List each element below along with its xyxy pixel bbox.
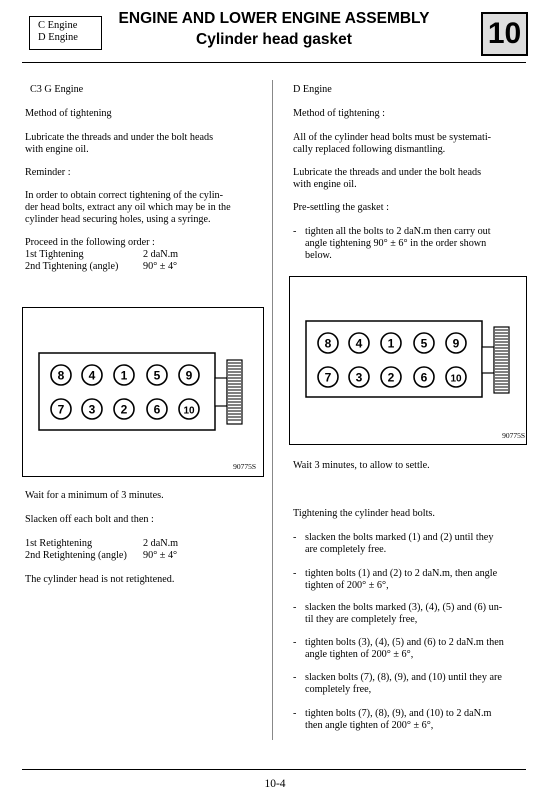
left-figure-label: 90775S — [233, 462, 256, 471]
tightening-bolts-heading: Tightening the cylinder head bolts. — [293, 508, 435, 519]
page-number: 10-4 — [264, 778, 286, 790]
wait-settle: Wait 3 minutes, to allow to settle. — [293, 460, 430, 471]
engine-line-d: D Engine — [38, 32, 78, 43]
presettle-heading: Pre-settling the gasket : — [293, 202, 389, 213]
bolt-number: 7 — [57, 402, 65, 417]
retightening-row-2: 2nd Retightening (angle) 90° ± 4° — [25, 550, 178, 561]
page-subtitle: Cylinder head gasket — [196, 31, 352, 48]
bolt-number: 8 — [57, 368, 65, 383]
bolt-number: 8 — [324, 336, 332, 351]
tightening-step: - slacken the bolts marked (1) and (2) until they are completely free. — [293, 532, 494, 555]
bolt-number: 2 — [387, 370, 395, 385]
engine-type-box — [29, 16, 102, 50]
right-lubricate-text: Lubricate the threads and under the bolt heads with engine oil. — [293, 167, 482, 190]
engine-line-c: C Engine — [38, 20, 78, 31]
right-engine-heading: D Engine — [293, 84, 332, 95]
tightening-step: - tighten bolts (7), (8), (9), and (10) to 2 daN.m then angle tighten of 200° ± 6°, — [293, 708, 492, 731]
slacken-text: Slacken off each bolt and then : — [25, 514, 154, 525]
bolt-number: 5 — [420, 336, 428, 351]
cylinder-head-diagram-left — [23, 308, 263, 476]
bolt-number: 6 — [153, 402, 161, 417]
bolt-number: 3 — [88, 402, 96, 417]
tightening-step: - slacken the bolts marked (3), (4), (5) and (6) un- til they are completely free, — [293, 602, 503, 625]
page-title: ENGINE AND LOWER ENGINE ASSEMBLY — [118, 10, 430, 27]
bolt-number: 1 — [120, 368, 128, 383]
bolt-number: 3 — [355, 370, 363, 385]
bolt-number: 5 — [153, 368, 161, 383]
tightening-step: - tighten bolts (1) and (2) to 2 daN.m, then angle tighten of 200° ± 6°, — [293, 568, 498, 591]
reminder-heading: Reminder : — [25, 167, 71, 178]
cylinder-head-diagram-right — [290, 277, 526, 444]
reminder-text: In order to obtain correct tightening of the cylin- der head bolts, extract any oil which may be in the cylinder head securing holes, using a syringe. — [25, 190, 231, 225]
not-retightened-text: The cylinder head is not retightened. — [25, 574, 175, 585]
bolt-number: 10 — [183, 405, 195, 417]
replace-bolts-text: All of the cylinder head bolts must be systemati- cally replaced following dismantling. — [293, 132, 492, 155]
bolt-number: 10 — [450, 373, 462, 385]
bolt-number: 9 — [185, 368, 193, 383]
tightening-step: - slacken bolts (7), (8), (9), and (10) until they are completely free, — [293, 672, 502, 695]
right-figure-label: 90775S — [502, 431, 525, 440]
footer-divider — [22, 769, 526, 770]
bolt-number: 2 — [120, 402, 128, 417]
left-engine-heading: C3 G Engine — [30, 84, 84, 95]
right-method-heading: Method of tightening : — [293, 108, 385, 119]
tightening-row-2: 2nd Tightening (angle) 90° ± 4° — [25, 261, 178, 272]
presettle-bullet: - tighten all the bolts to 2 daN.m then carry out angle tightening 90° ± 6° in the order shown below. — [293, 226, 491, 261]
bolt-number: 9 — [452, 336, 460, 351]
tightening-step: - tighten bolts (3), (4), (5) and (6) to 2 daN.m then angle tighten of 200° ± 6°, — [293, 637, 504, 660]
proceed-text: Proceed in the following order : — [25, 237, 155, 248]
left-bolt-diagram — [22, 307, 264, 477]
bolt-number: 4 — [88, 368, 96, 383]
left-lubricate-text: Lubricate the threads and under the bolt heads with engine oil. — [25, 132, 214, 155]
retightening-row-1: 1st Retightening 2 daN.m — [25, 538, 179, 549]
tightening-row-1: 1st Tightening 2 daN.m — [25, 249, 179, 260]
section-number-badge: 10 — [481, 12, 528, 56]
bolt-number: 1 — [387, 336, 395, 351]
wait-minimum: Wait for a minimum of 3 minutes. — [25, 490, 164, 501]
bolt-number: 7 — [324, 370, 332, 385]
header-divider — [22, 62, 526, 63]
bolt-number: 4 — [355, 336, 363, 351]
left-method-heading: Method of tightening — [25, 108, 112, 119]
bolt-number: 6 — [420, 370, 428, 385]
right-bolt-diagram — [289, 276, 527, 445]
column-divider — [272, 80, 273, 740]
